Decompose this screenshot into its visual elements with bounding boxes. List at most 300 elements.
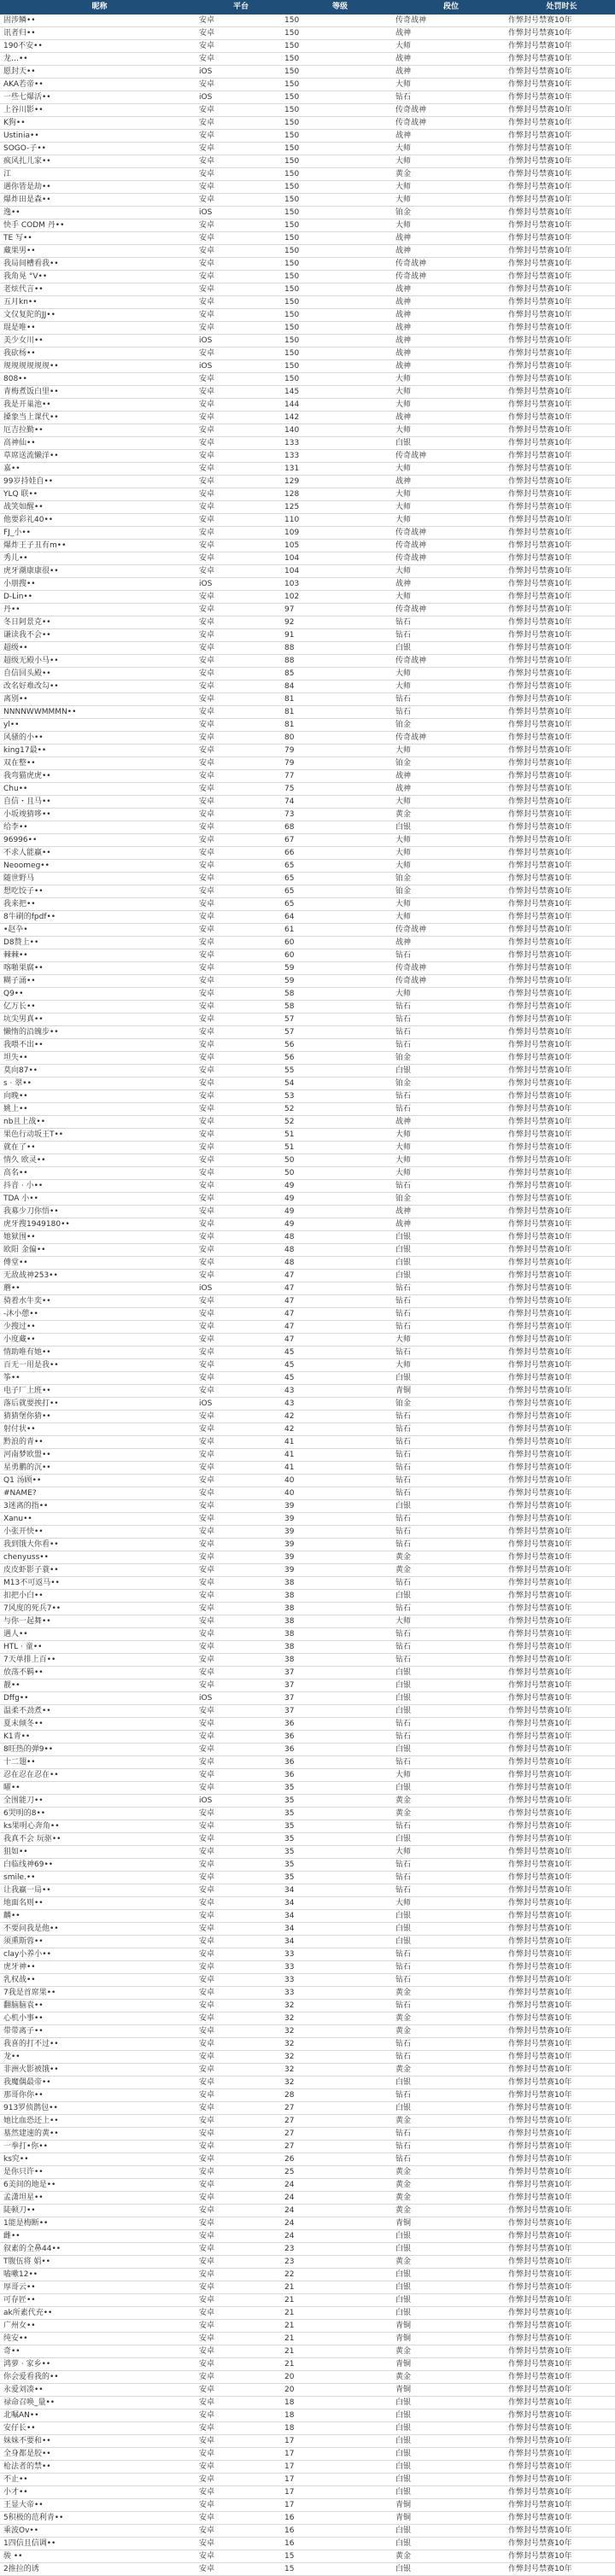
cell-rank: 黄金 (394, 1987, 505, 2000)
cell-nickname: 1能是梅断•• (0, 2217, 196, 2230)
cell-level: 32 (283, 2064, 394, 2077)
cell-penalty: 作弊封号禁赛10年 (505, 437, 615, 450)
cell-platform: 安卓 (196, 1334, 283, 1346)
table-row (0, 450, 615, 463)
cell-platform: 安卓 (196, 1628, 283, 1641)
cell-nickname: 爆炸田是森•• (0, 194, 196, 207)
cell-platform: 安卓 (196, 1270, 283, 1282)
cell-penalty: 作弊封号禁赛10年 (505, 1641, 615, 1654)
cell-rank: 白银 (394, 2307, 505, 2320)
cell-rank: 钻石 (394, 1001, 505, 1013)
cell-nickname: 与你一起舞•• (0, 1615, 196, 1628)
table-row (0, 2550, 615, 2563)
cell-rank: 青铜 (394, 2499, 505, 2512)
cell-level: 48 (283, 1244, 394, 1257)
cell-penalty: 作弊封号禁赛10年 (505, 1013, 615, 1026)
table-row (0, 885, 615, 898)
cell-platform: 安卓 (196, 2025, 283, 2038)
table-row (0, 2153, 615, 2166)
cell-platform: 安卓 (196, 1897, 283, 1910)
cell-penalty: 作弊封号禁赛10年 (505, 1782, 615, 1795)
table-row (0, 2307, 615, 2320)
cell-rank: 大师 (394, 668, 505, 681)
cell-rank: 白银 (394, 2563, 505, 2576)
table-row (0, 1667, 615, 1679)
cell-nickname: 她狱围•• (0, 1231, 196, 1244)
cell-level: 79 (283, 757, 394, 770)
cell-penalty: 作弊封号禁赛10年 (505, 962, 615, 975)
cell-rank: 白银 (394, 2281, 505, 2294)
cell-nickname: 广州女•• (0, 2320, 196, 2333)
cell-rank: 钻石 (394, 1487, 505, 1500)
cell-rank: 白银 (394, 1936, 505, 1948)
cell-nickname: 带带离子•• (0, 2025, 196, 2038)
cell-level: 24 (283, 2230, 394, 2243)
cell-nickname: 妹妹不要和•• (0, 2435, 196, 2448)
cell-platform: 安卓 (196, 1667, 283, 1679)
cell-level: 36 (283, 1744, 394, 1756)
cell-nickname: 谦读我不会•• (0, 629, 196, 642)
cell-platform: 安卓 (196, 1987, 283, 2000)
cell-penalty: 作弊封号禁赛10年 (505, 629, 615, 642)
table-row (0, 2256, 615, 2269)
cell-nickname: 小坂竣猜哆•• (0, 809, 196, 821)
cell-platform: 安卓 (196, 2538, 283, 2550)
cell-platform: 安卓 (196, 604, 283, 616)
cell-platform: 安卓 (196, 1923, 283, 1936)
cell-platform: 安卓 (196, 2358, 283, 2371)
cell-nickname: 我砍杨•• (0, 348, 196, 360)
cell-penalty: 作弊封号禁赛10年 (505, 1526, 615, 1539)
table-row (0, 1820, 615, 1833)
cell-level: 49 (283, 1206, 394, 1218)
cell-rank: 白银 (394, 2077, 505, 2089)
cell-level: 60 (283, 949, 394, 962)
cell-penalty: 作弊封号禁赛10年 (505, 348, 615, 360)
table-row (0, 1065, 615, 1078)
cell-level: 77 (283, 770, 394, 783)
cell-penalty: 作弊封号禁赛10年 (505, 40, 615, 53)
cell-penalty: 作弊封号禁赛10年 (505, 1462, 615, 1475)
cell-level: 38 (283, 1577, 394, 1590)
table-row (0, 2128, 615, 2141)
cell-nickname: 抖音 · 小•• (0, 1180, 196, 1193)
cell-level: 39 (283, 1551, 394, 1564)
cell-platform: 安卓 (196, 809, 283, 821)
cell-penalty: 作弊封号禁赛10年 (505, 834, 615, 847)
cell-rank: 战神 (394, 770, 505, 783)
cell-platform: 安卓 (196, 2166, 283, 2179)
table-row (0, 1884, 615, 1897)
cell-nickname: ak所素代充•• (0, 2307, 196, 2320)
cell-penalty: 作弊封号禁赛10年 (505, 655, 615, 668)
cell-penalty: 作弊封号禁赛10年 (505, 399, 615, 412)
cell-platform: 安卓 (196, 2525, 283, 2538)
cell-rank: 战神 (394, 412, 505, 424)
cell-penalty: 作弊封号禁赛10年 (505, 2410, 615, 2422)
cell-penalty: 作弊封号禁赛10年 (505, 1808, 615, 1820)
table-row (0, 629, 615, 642)
cell-nickname: 不求人能赢•• (0, 847, 196, 860)
cell-nickname: 喀啪果腐•• (0, 962, 196, 975)
cell-penalty: 作弊封号禁赛10年 (505, 412, 615, 424)
table-row (0, 1078, 615, 1090)
cell-nickname: 那哥你你•• (0, 2089, 196, 2102)
cell-platform: 安卓 (196, 2474, 283, 2486)
cell-rank: 钻石 (394, 706, 505, 719)
cell-rank: 黄金 (394, 1551, 505, 1564)
cell-nickname: 超级无殿小马•• (0, 655, 196, 668)
cell-platform: 安卓 (196, 1615, 283, 1628)
cell-platform: 安卓 (196, 2448, 283, 2461)
cell-penalty: 作弊封号禁赛10年 (505, 1218, 615, 1231)
table-row (0, 373, 615, 386)
cell-platform: 安卓 (196, 1039, 283, 1052)
table-row (0, 2166, 615, 2179)
table-row (0, 2563, 615, 2576)
cell-platform: 安卓 (196, 1948, 283, 1961)
table-row (0, 911, 615, 924)
cell-penalty: 作弊封号禁赛10年 (505, 783, 615, 796)
cell-rank: 钻石 (394, 1411, 505, 1423)
cell-nickname: Neoomeg•• (0, 860, 196, 873)
table-row (0, 1551, 615, 1564)
cell-level: 88 (283, 655, 394, 668)
cell-penalty: 作弊封号禁赛10年 (505, 2102, 615, 2115)
cell-rank: 大师 (394, 988, 505, 1001)
cell-nickname: 王显大帝•• (0, 2499, 196, 2512)
cell-level: 36 (283, 1756, 394, 1769)
cell-nickname: 虎牙搜1949180•• (0, 1218, 196, 1231)
cell-penalty: 作弊封号禁赛10年 (505, 2038, 615, 2051)
cell-level: 150 (283, 283, 394, 296)
cell-rank: 白银 (394, 1833, 505, 1846)
cell-level: 21 (283, 2281, 394, 2294)
cell-platform: 安卓 (196, 1308, 283, 1321)
cell-nickname: 果色行动坂王T•• (0, 1129, 196, 1142)
cell-nickname: 我募少刀你悟•• (0, 1206, 196, 1218)
cell-penalty: 作弊封号禁赛10年 (505, 821, 615, 834)
cell-rank: 大师 (394, 463, 505, 476)
cell-penalty: 作弊封号禁赛10年 (505, 770, 615, 783)
cell-platform: 安卓 (196, 1244, 283, 1257)
cell-penalty: 作弊封号禁赛10年 (505, 1154, 615, 1167)
cell-platform: 安卓 (196, 834, 283, 847)
cell-rank: 青铜 (394, 2384, 505, 2397)
cell-rank: 白银 (394, 2294, 505, 2307)
table-row (0, 2192, 615, 2205)
cell-level: 150 (283, 360, 394, 373)
table-row (0, 232, 615, 245)
cell-penalty: 作弊封号禁赛10年 (505, 924, 615, 937)
table-row (0, 424, 615, 437)
cell-nickname: 情久 欧灵•• (0, 1154, 196, 1167)
cell-level: 150 (283, 348, 394, 360)
cell-penalty: 作弊封号禁赛10年 (505, 1590, 615, 1603)
cell-penalty: 作弊封号禁赛10年 (505, 949, 615, 962)
table-row (0, 527, 615, 540)
cell-platform: 安卓 (196, 2435, 283, 2448)
cell-platform: 安卓 (196, 2410, 283, 2422)
table-row (0, 1167, 615, 1180)
cell-platform: 安卓 (196, 1756, 283, 1769)
table-row (0, 2012, 615, 2025)
cell-penalty: 作弊封号禁赛10年 (505, 1667, 615, 1679)
cell-platform: 安卓 (196, 2320, 283, 2333)
table-row (0, 655, 615, 668)
table-row (0, 834, 615, 847)
table-row (0, 1782, 615, 1795)
cell-rank: 黄金 (394, 168, 505, 181)
table-row (0, 1833, 615, 1846)
cell-nickname: Q9•• (0, 988, 196, 1001)
cell-rank: 钻石 (394, 1321, 505, 1334)
cell-level: 21 (283, 2320, 394, 2333)
table-row (0, 463, 615, 476)
cell-platform: 安卓 (196, 1974, 283, 1987)
table-row (0, 386, 615, 399)
header-nickname: 昵称 (0, 0, 196, 15)
cell-platform: 安卓 (196, 168, 283, 181)
cell-nickname: 狙如•• (0, 1846, 196, 1859)
cell-level: 48 (283, 1257, 394, 1270)
cell-level: 38 (283, 1641, 394, 1654)
cell-platform: 安卓 (196, 1052, 283, 1065)
table-row (0, 360, 615, 373)
cell-platform: 安卓 (196, 1359, 283, 1372)
cell-rank: 钻石 (394, 2038, 505, 2051)
cell-level: 150 (283, 15, 394, 27)
cell-platform: 安卓 (196, 796, 283, 809)
cell-penalty: 作弊封号禁赛10年 (505, 1974, 615, 1987)
cell-platform: 安卓 (196, 1001, 283, 1013)
cell-level: 17 (283, 2448, 394, 2461)
cell-platform: iOS (196, 578, 283, 591)
table-row (0, 988, 615, 1001)
table-row (0, 91, 615, 104)
cell-level: 65 (283, 873, 394, 885)
cell-nickname: M13不可返马•• (0, 1577, 196, 1590)
cell-rank: 大师 (394, 1846, 505, 1859)
cell-penalty: 作弊封号禁赛10年 (505, 2077, 615, 2089)
cell-nickname: 厚哥云•• (0, 2281, 196, 2294)
cell-rank: 大师 (394, 1615, 505, 1628)
cell-rank: 黄金 (394, 1795, 505, 1808)
cell-level: 27 (283, 2115, 394, 2128)
cell-level: 150 (283, 322, 394, 335)
cell-platform: 安卓 (196, 1731, 283, 1744)
cell-rank: 白银 (394, 1065, 505, 1078)
cell-nickname: 姚上•• (0, 1103, 196, 1116)
cell-platform: 安卓 (196, 1487, 283, 1500)
cell-nickname: 放荡不羁•• (0, 1667, 196, 1679)
table-row (0, 732, 615, 745)
cell-nickname: 她比血恐还上•• (0, 2115, 196, 2128)
cell-nickname: 搡象当上课代•• (0, 412, 196, 424)
cell-level: 79 (283, 745, 394, 757)
cell-rank: 白银 (394, 1270, 505, 1282)
cell-level: 150 (283, 219, 394, 232)
cell-platform: 安卓 (196, 2141, 283, 2153)
table-row (0, 642, 615, 655)
cell-level: 49 (283, 1180, 394, 1193)
cell-nickname: 北嘱AN•• (0, 2410, 196, 2422)
cell-level: 150 (283, 335, 394, 348)
cell-rank: 白银 (394, 1590, 505, 1603)
cell-penalty: 作弊封号禁赛10年 (505, 181, 615, 194)
cell-penalty: 作弊封号禁赛10年 (505, 2345, 615, 2358)
table-row (0, 412, 615, 424)
cell-platform: 安卓 (196, 1154, 283, 1167)
cell-penalty: 作弊封号禁赛10年 (505, 1910, 615, 1923)
cell-penalty: 作弊封号禁赛10年 (505, 117, 615, 130)
table-row (0, 1103, 615, 1116)
cell-level: 39 (283, 1513, 394, 1526)
cell-platform: 安卓 (196, 2230, 283, 2243)
cell-penalty: 作弊封号禁赛10年 (505, 1142, 615, 1154)
cell-nickname: 落后就要挨打•• (0, 1398, 196, 1411)
cell-nickname: 是你只许•• (0, 2166, 196, 2179)
cell-level: 32 (283, 2012, 394, 2025)
cell-nickname: 美少女川•• (0, 335, 196, 348)
cell-level: 35 (283, 1820, 394, 1833)
cell-nickname: 7风度的死兵7•• (0, 1603, 196, 1615)
table-row (0, 2499, 615, 2512)
cell-level: 23 (283, 2243, 394, 2256)
table-row (0, 1423, 615, 1436)
cell-level: 26 (283, 2153, 394, 2166)
cell-level: 150 (283, 245, 394, 258)
cell-level: 55 (283, 1065, 394, 1078)
cell-rank: 钻石 (394, 1526, 505, 1539)
table-body (0, 15, 615, 2576)
cell-penalty: 作弊封号禁赛10年 (505, 527, 615, 540)
cell-penalty: 作弊封号禁赛10年 (505, 1346, 615, 1359)
cell-level: 32 (283, 2077, 394, 2089)
cell-rank: 钻石 (394, 1026, 505, 1039)
cell-nickname: 曜•• (0, 1782, 196, 1795)
cell-nickname: K1青•• (0, 1731, 196, 1744)
cell-platform: 安卓 (196, 1116, 283, 1129)
table-row (0, 898, 615, 911)
cell-platform: 安卓 (196, 847, 283, 860)
cell-platform: 安卓 (196, 655, 283, 668)
cell-level: 150 (283, 296, 394, 309)
cell-nickname: 我喂不出•• (0, 1039, 196, 1052)
cell-nickname: 猜猜堡你猜•• (0, 1411, 196, 1423)
cell-nickname: 糊子涌•• (0, 975, 196, 988)
table-row (0, 283, 615, 296)
table-row (0, 1449, 615, 1462)
cell-nickname: 小张开快•• (0, 1526, 196, 1539)
table-row (0, 1539, 615, 1551)
table-row (0, 1218, 615, 1231)
cell-penalty: 作弊封号禁赛10年 (505, 1961, 615, 1974)
cell-penalty: 作弊封号禁赛10年 (505, 335, 615, 348)
cell-nickname: 十二翅•• (0, 1756, 196, 1769)
cell-level: 34 (283, 1923, 394, 1936)
table-row (0, 1462, 615, 1475)
table-row (0, 1231, 615, 1244)
cell-rank: 钻石 (394, 2153, 505, 2166)
cell-penalty: 作弊封号禁赛10年 (505, 1270, 615, 1282)
cell-level: 18 (283, 2410, 394, 2422)
cell-penalty: 作弊封号禁赛10年 (505, 2294, 615, 2307)
cell-penalty: 作弊封号禁赛10年 (505, 2128, 615, 2141)
cell-nickname: 自信・且马•• (0, 796, 196, 809)
cell-rank: 青铜 (394, 2320, 505, 2333)
cell-penalty: 作弊封号禁赛10年 (505, 1078, 615, 1090)
cell-penalty: 作弊封号禁赛10年 (505, 2435, 615, 2448)
cell-penalty: 作弊封号禁赛10年 (505, 1244, 615, 1257)
cell-level: 47 (283, 1270, 394, 1282)
cell-level: 59 (283, 962, 394, 975)
cell-level: 125 (283, 501, 394, 514)
cell-nickname: 不要问我是他•• (0, 1923, 196, 1936)
cell-penalty: 作弊封号禁赛10年 (505, 1679, 615, 1692)
cell-nickname: 全身都是胶•• (0, 2448, 196, 2461)
cell-penalty: 作弊封号禁赛10年 (505, 1615, 615, 1628)
cell-level: 150 (283, 91, 394, 104)
cell-penalty: 作弊封号禁赛10年 (505, 309, 615, 322)
cell-penalty: 作弊封号禁赛10年 (505, 2256, 615, 2269)
cell-rank: 钻石 (394, 1859, 505, 1872)
cell-nickname: 6哭明的8•• (0, 1808, 196, 1820)
cell-platform: iOS (196, 1692, 283, 1705)
cell-rank: 大师 (394, 1897, 505, 1910)
cell-level: 58 (283, 988, 394, 1001)
cell-platform: 安卓 (196, 629, 283, 642)
table-row (0, 1090, 615, 1103)
cell-rank: 钻石 (394, 1346, 505, 1359)
cell-penalty: 作弊封号禁赛10年 (505, 604, 615, 616)
cell-platform: iOS (196, 335, 283, 348)
cell-platform: 安卓 (196, 1078, 283, 1090)
cell-nickname: 小才•• (0, 2486, 196, 2499)
cell-platform: 安卓 (196, 2089, 283, 2102)
table-row (0, 1974, 615, 1987)
cell-rank: 传奇战神 (394, 732, 505, 745)
table-row (0, 1692, 615, 1705)
cell-nickname: 非洲火影被饿•• (0, 2064, 196, 2077)
table-row (0, 2461, 615, 2474)
cell-penalty: 作弊封号禁赛10年 (505, 540, 615, 552)
cell-nickname: 规规规规规规•• (0, 360, 196, 373)
cell-level: 43 (283, 1398, 394, 1411)
cell-platform: 安卓 (196, 2192, 283, 2205)
table-row (0, 309, 615, 322)
cell-penalty: 作弊封号禁赛10年 (505, 1936, 615, 1948)
cell-nickname: 墓然建速的黄•• (0, 2128, 196, 2141)
cell-nickname: 情助唯有她•• (0, 1346, 196, 1359)
table-row (0, 2281, 615, 2294)
cell-nickname: 99岁持娃自•• (0, 476, 196, 488)
cell-platform: 安卓 (196, 232, 283, 245)
cell-platform: 安卓 (196, 1961, 283, 1974)
cell-nickname: 鸿萝 · 家乡•• (0, 2358, 196, 2371)
table-row (0, 1334, 615, 1346)
header-rank: 段位 (394, 0, 505, 15)
table-row (0, 1321, 615, 1334)
table-row (0, 143, 615, 155)
cell-platform: 安卓 (196, 1013, 283, 1026)
cell-level: 24 (283, 2192, 394, 2205)
cell-rank: 战神 (394, 232, 505, 245)
table-row (0, 821, 615, 834)
cell-nickname: 5积极的范利青•• (0, 2512, 196, 2525)
cell-platform: 安卓 (196, 1218, 283, 1231)
cell-penalty: 作弊封号禁赛10年 (505, 975, 615, 988)
